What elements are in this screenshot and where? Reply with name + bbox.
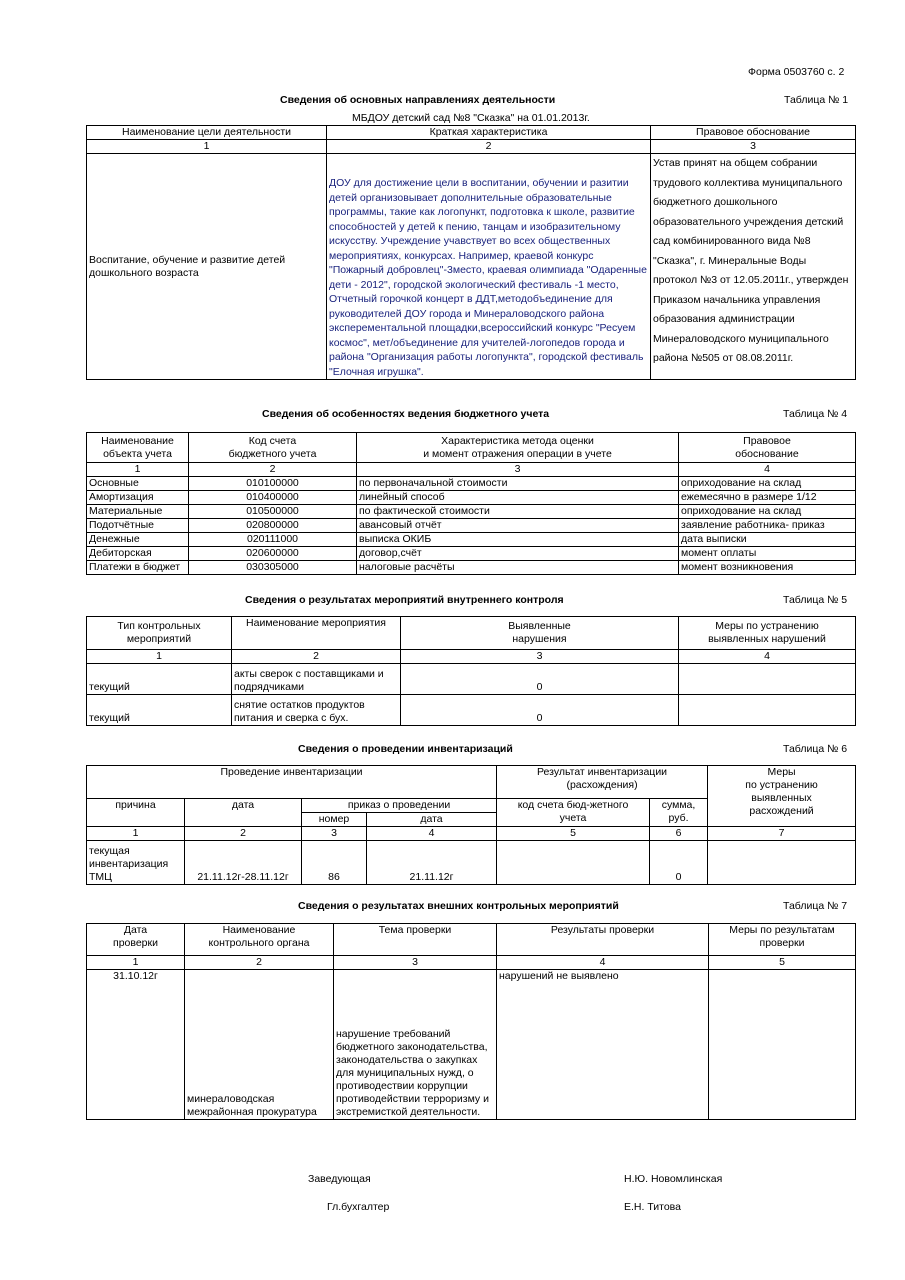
- t5-name-b: питания и сверка с бух.: [234, 712, 349, 724]
- table-row: [87, 695, 856, 726]
- t7-h2a: Наименование: [222, 924, 296, 936]
- t6-order-date-header: дата: [367, 813, 497, 827]
- t4-object: Амортизация: [87, 491, 189, 505]
- t6-measures-1: Меры: [767, 766, 796, 778]
- table7: [86, 923, 856, 1120]
- t5-name-a: снятие остатков продуктов: [234, 699, 365, 711]
- t7-topic: нарушение требований бюджетного законодательства, законодательства о закупках для муниципальных нужд, о противодествии коррупции противодействии терроризму и экстремисткой деятельности.: [334, 970, 497, 1120]
- t4-legal: момент оплаты: [679, 547, 856, 561]
- t4-object: Дебиторская: [87, 547, 189, 561]
- t4-h4b: обоснование: [735, 447, 799, 460]
- t4-method: авансовый отчёт: [357, 519, 679, 533]
- t4-num-4: 4: [679, 463, 856, 477]
- t4-h1b: объекта учета: [103, 447, 172, 460]
- t4-legal: дата выписки: [679, 533, 856, 547]
- table-row: [87, 547, 856, 561]
- t4-object: Платежи в бюджет: [87, 561, 189, 575]
- t6-num-3: 3: [302, 827, 367, 841]
- table4: [86, 432, 856, 575]
- t4-method: выписка ОКИБ: [357, 533, 679, 547]
- t6-order-date: 21.11.12г: [367, 841, 497, 885]
- table7-title: Сведения о результатах внешних контрольных мероприятий: [298, 900, 619, 912]
- t5-num-2: 2: [232, 650, 401, 664]
- t5-h4b: выявленных нарушений: [708, 633, 826, 645]
- t5-h2: Наименование мероприятия: [232, 617, 401, 650]
- t4-code: 010400000: [189, 491, 357, 505]
- t1-goal: Воспитание, обучение и развитие детей дошкольного возраста: [87, 154, 327, 380]
- t4-code: 020111000: [189, 533, 357, 547]
- table4-number: Таблица № 4: [783, 408, 848, 420]
- t7-h1a: Дата: [123, 924, 148, 936]
- t6-num-1: 1: [87, 827, 185, 841]
- table-row: [87, 664, 856, 695]
- t4-method: по первоначальной стоимости: [357, 477, 679, 491]
- t4-method: налоговые расчёты: [357, 561, 679, 575]
- t7-num-2: 2: [185, 956, 334, 970]
- t4-method: линейный способ: [357, 491, 679, 505]
- t5-violations: 0: [401, 664, 679, 695]
- t7-h1b: проверки: [113, 937, 158, 949]
- table-row: [87, 505, 856, 519]
- t6-date: 21.11.12г-28.11.12г: [185, 841, 302, 885]
- table7-number: Таблица № 7: [783, 900, 848, 912]
- table1: [86, 125, 856, 380]
- accountant-name: Е.Н. Титова: [624, 1201, 681, 1213]
- t7-h3: Тема проверки: [334, 924, 497, 956]
- t6-reason-line: текущая: [89, 845, 130, 857]
- t5-h4a: Меры по устранению: [715, 620, 819, 632]
- t1-num-1: 1: [87, 140, 327, 154]
- table-row: [87, 491, 856, 505]
- t5-h1a: Тип контрольных: [117, 620, 201, 632]
- t7-date: 31.10.12г: [87, 970, 185, 1120]
- table-row: [87, 970, 856, 1120]
- t6-group-conduct: Проведение инвентаризации: [87, 766, 497, 799]
- t4-legal: момент возникновения: [679, 561, 856, 575]
- t6-num-4: 4: [367, 827, 497, 841]
- table-row: [87, 841, 856, 885]
- t6-sum: 0: [650, 841, 708, 885]
- t1-num-2: 2: [327, 140, 651, 154]
- t4-h1a: Наименование: [101, 434, 174, 447]
- t6-order-num-header: номер: [302, 813, 367, 827]
- head-title: Заведующая: [308, 1173, 371, 1185]
- t6-reason-line: инвентаризация: [89, 858, 169, 870]
- t4-object: Подотчётные: [87, 519, 189, 533]
- t4-legal: оприходование на склад: [679, 477, 856, 491]
- t7-h4: Результаты проверки: [497, 924, 709, 956]
- t6-measures-4: расхождений: [749, 805, 814, 817]
- t7-h5b: проверки: [759, 937, 805, 949]
- t6-sum-a: сумма,: [661, 799, 696, 811]
- t4-num-2: 2: [189, 463, 357, 477]
- table1-subtitle: МБДОУ детский сад №8 "Сказка" на 01.01.2013г.: [352, 112, 590, 124]
- t1-legal: Устав принят на общем собрании трудового коллектива муниципального бюджетного дошкольного образовательного учреждения детский сад комбинированного вида №8 "Сказка", г. Минеральные Воды протокол №3 от 12.05.2011г., утвержден Приказом начальника управления образования администрации Минераловодского муниципального района №505 от 08.08.2011г.: [651, 154, 856, 380]
- t4-num-3: 3: [357, 463, 679, 477]
- table6-title: Сведения о проведении инвентаризаций: [298, 743, 513, 755]
- t4-h3b: и момент отражения операции в учете: [423, 447, 612, 460]
- accountant-title: Гл.бухгалтер: [327, 1201, 390, 1213]
- t4-h4a: Правовое: [743, 434, 791, 447]
- t4-object: Денежные: [87, 533, 189, 547]
- table1-title: Сведения об основных направлениях деятельности: [280, 94, 556, 106]
- t7-measures: [709, 970, 856, 1120]
- t6-num-6: 6: [650, 827, 708, 841]
- table6-number: Таблица № 6: [783, 743, 848, 755]
- t4-h2a: Код счета: [248, 434, 297, 447]
- t7-result: нарушений не выявлено: [497, 970, 709, 1120]
- t5-h3b: нарушения: [512, 633, 567, 645]
- t7-num-4: 4: [497, 956, 709, 970]
- t4-code: 030305000: [189, 561, 357, 575]
- t6-order-header: приказ о проведении: [302, 799, 497, 813]
- t1-header-legal: Правовое обоснование: [651, 126, 856, 140]
- t6-group-result-b: (расхождения): [566, 779, 638, 791]
- t4-h3a: Характеристика метода оценки: [441, 434, 594, 447]
- t6-measures: [708, 841, 856, 885]
- table5-number: Таблица № 5: [783, 594, 848, 606]
- t6-reason-header: причина: [87, 799, 185, 827]
- t7-h2b: контрольного органа: [208, 937, 310, 949]
- table5-title: Сведения о результатах мероприятий внутреннего контроля: [245, 594, 564, 606]
- table4-title: Сведения об особенностях ведения бюджетного учета: [262, 408, 550, 420]
- table6: [86, 765, 856, 885]
- t5-name-a: акты сверок с поставщиками и: [234, 668, 384, 680]
- t6-date-header: дата: [185, 799, 302, 827]
- t6-account: [497, 841, 650, 885]
- t5-num-4: 4: [679, 650, 856, 664]
- t4-method: по фактической стоимости: [357, 505, 679, 519]
- t5-type: текущий: [87, 664, 232, 695]
- t5-h3a: Выявленные: [508, 620, 571, 632]
- t1-header-desc: Краткая характеристика: [327, 126, 651, 140]
- t5-num-1: 1: [87, 650, 232, 664]
- t5-h1b: мероприятий: [126, 633, 192, 645]
- t6-num-2: 2: [185, 827, 302, 841]
- t7-organ-b: межрайонная прокуратура: [187, 1106, 317, 1118]
- t5-measures: [679, 695, 856, 726]
- t6-order-num: 86: [302, 841, 367, 885]
- t7-num-1: 1: [87, 956, 185, 970]
- t4-legal: заявление работника- приказ: [679, 519, 856, 533]
- table5: [86, 616, 856, 726]
- t5-type: текущий: [87, 695, 232, 726]
- t6-measures-2: по устранению: [745, 779, 818, 791]
- t4-object: Основные: [87, 477, 189, 491]
- t1-description: ДОУ для достижение цели в воспитании, обучении и разитии детей организовывает дополнительные образовательные программы, такие как логопункт, подготовка к школе, развитие способностей у детей к пению, танцам и изобразительному искусству. Учреждение учавствует во всех общественных мероприятиях, конкурсах. Например, краевой конкурс "Пожарный добровлец"-3место, краевая олимпиада "Одаренные дети - 2012", городской экологический фестиваль -1 место, Отчетный горочкой концерт в ДДТ,методобъединение для руководителей ДОУ города и Минераловодского района эксперементальной площадки,всероссийский конкурс "Ресуем космос", мет/объединение для учителей-логопедов города и района "Организация работы логопункта", городской фестиваль "Елочная игрушка".: [327, 154, 651, 380]
- t6-measures-3: выявленных: [751, 792, 812, 804]
- t4-code: 010100000: [189, 477, 357, 491]
- table-row: [87, 519, 856, 533]
- t7-num-5: 5: [709, 956, 856, 970]
- t6-account-b: учета: [559, 812, 587, 824]
- t5-measures: [679, 664, 856, 695]
- t5-violations: 0: [401, 695, 679, 726]
- table-row: [87, 533, 856, 547]
- t1-num-3: 3: [651, 140, 856, 154]
- t6-group-result-a: Результат инвентаризации: [536, 766, 668, 778]
- t4-code: 010500000: [189, 505, 357, 519]
- t6-reason-line: ТМЦ: [89, 871, 112, 883]
- t4-legal: оприходование на склад: [679, 505, 856, 519]
- t4-code: 020800000: [189, 519, 357, 533]
- t7-organ-a: минераловодская: [187, 1093, 275, 1105]
- t5-num-3: 3: [401, 650, 679, 664]
- t4-method: договор,счёт: [357, 547, 679, 561]
- t1-header-goal: Наименование цели деятельности: [87, 126, 327, 140]
- t6-num-5: 5: [497, 827, 650, 841]
- t4-legal: ежемесячно в размере 1/12: [679, 491, 856, 505]
- t5-name-b: подрядчиками: [234, 681, 305, 693]
- table-row: [87, 561, 856, 575]
- head-name: Н.Ю. Новомлинская: [624, 1173, 723, 1185]
- t7-h5a: Меры по результатам: [729, 924, 835, 936]
- t6-num-7: 7: [708, 827, 856, 841]
- t6-sum-b: руб.: [668, 812, 689, 824]
- t7-num-3: 3: [334, 956, 497, 970]
- t4-code: 020600000: [189, 547, 357, 561]
- table-row: [87, 477, 856, 491]
- t4-num-1: 1: [87, 463, 189, 477]
- t4-object: Материальные: [87, 505, 189, 519]
- t6-account-a: код счета бюд-жетного: [517, 799, 629, 811]
- form-label: Форма 0503760 с. 2: [748, 66, 845, 78]
- t4-h2b: бюджетного учета: [228, 447, 317, 460]
- table1-number: Таблица № 1: [784, 94, 849, 106]
